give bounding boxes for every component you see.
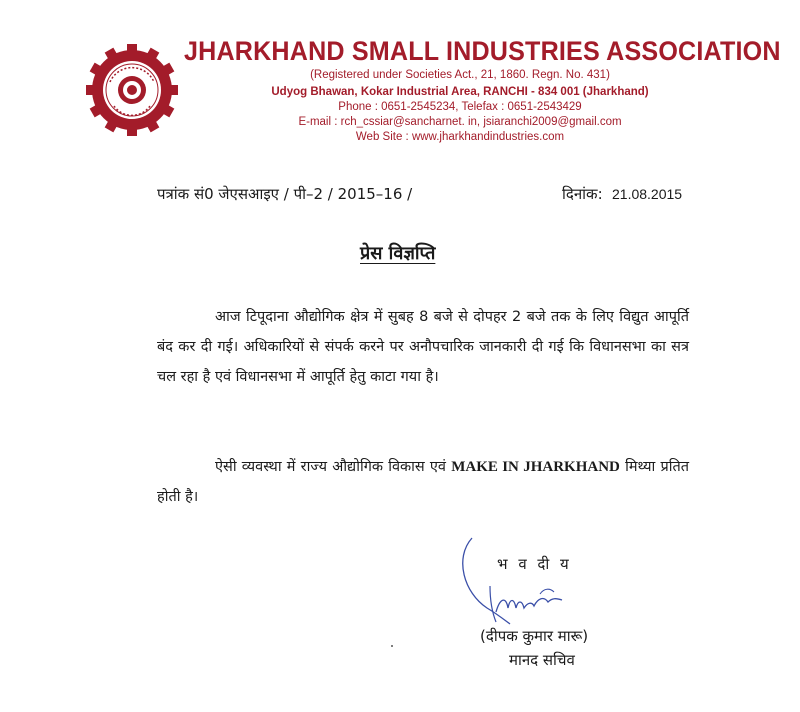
reference-number: पत्रांक सं0 जेएसआइए / पी–2 / 2015–16 / bbox=[157, 185, 413, 203]
press-release-heading: प्रेस विज्ञप्ति bbox=[360, 243, 436, 264]
body-paragraph-1: आज टिपूदाना औद्योगिक क्षेत्र में सुबह 8 बजे से दोपहर 2 बजे तक के लिए विद्युत आपूर्ति बंद कर दी गई। अधिकारियों से संपर्क करने पर अनौपचारिक जानकारी दी गई कि विधानसभा का सत्र चल रहा है एवं विधानसभा में आपूर्ति हेतु काटा गया है। bbox=[157, 309, 689, 385]
address-line: Udyog Bhawan, Kokar Industrial Area, RANCHI - 834 001 (Jharkhand) bbox=[271, 86, 649, 98]
email-line: E-mail : rch_cssiar@sancharnet. in, jsiaranchi2009@gmail.com bbox=[298, 116, 622, 128]
make-in-jharkhand-text: MAKE IN JHARKHAND bbox=[451, 459, 620, 475]
organization-name: JHARKHAND SMALL INDUSTRIES ASSOCIATION bbox=[184, 36, 781, 66]
signer-name: (दीपक कुमार मारू) bbox=[480, 627, 589, 645]
body-paragraph-2 bbox=[157, 452, 689, 512]
handwritten-signature bbox=[452, 528, 592, 638]
website-line: Web Site : www.jharkhandindustries.com bbox=[355, 131, 565, 143]
paragraph-2-text-end: मिथ्या प्रतित होती है। bbox=[157, 459, 690, 505]
association-logo bbox=[84, 42, 180, 138]
signer-title: मानद सचिव bbox=[509, 651, 575, 669]
closing-salutation: भ व दी य bbox=[497, 555, 572, 573]
registration-line: (Registered under Societies Act., 21, 1860. Regn. No. 431) bbox=[310, 69, 610, 81]
paragraph-2-text-start: ऐसी व्यवस्था में राज्य औद्योगिक विकास एवं bbox=[215, 459, 452, 475]
phone-line: Phone : 0651-2545234, Telefax : 0651-2543429 bbox=[338, 101, 582, 113]
stray-dot bbox=[391, 645, 393, 647]
date-label: दिनांक: bbox=[562, 185, 603, 203]
date-value: 21.08.2015 bbox=[612, 186, 683, 202]
